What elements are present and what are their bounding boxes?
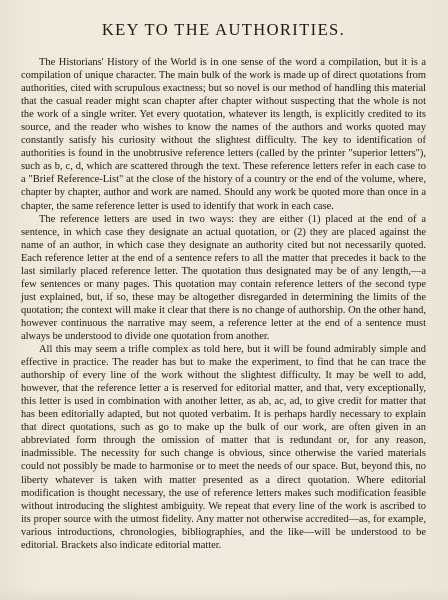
page-title: KEY TO THE AUTHORITIES.	[101, 20, 346, 39]
paragraph-3: All this may seem a trifle complex as told here, but it will be found admirably simple and effective in practice. The reader has but to make the experiment, to find that he can trace the authorship of every line of the work without the slightest difficulty. It may be well to add, however, that the reference letter a is reserved for editorial matter, and that, very exceptionally, this letter is used in combination with another letter, as ab, ac, ad, to give credit for matter that has been editorially adapted, but not quoted verbatim. It is perhaps hardly necessary to explain that direct quotations, such as go to make up the bulk of our work, are often given in an abbreviated form through the omission of matter that is redundant or, for any reason, inadmissible. The necessity for such change is obvious, since otherwise the varied materials could not possibly be made to harmonise or to meet the needs of our space. But, beyond this, no liberty whatever is taken with matter presented as a direct quotation. Where editorial modification is thought necessary, the use of reference letters makes such modification feasible without introducing the slightest ambiguity. We repeat that every line of the work is ascribed to its proper source with the utmost fidelity. Any matter not otherwise accredited—as, for example, various introductions, chronologies, bibliographies, and the like—will be understood to be editorial. Brackets also indicate editorial matter.	[21, 344, 426, 551]
body-text	[21, 56, 426, 552]
page-bottom-shadow	[0, 588, 448, 600]
paragraph-1: The Historians' History of the World is in one sense of the word a compilation, but it is a compilation of unique character. The main bulk of the work is made up of direct quotations from authorities, cited with scrupulous exactness; but so novel is our method of handling this material that the casual reader might scan chapter after chapter without suspecting that the whole is not the work of a single writer. Yet every quotation, whatever its length, is explicitly credited to its source, and the reader who wishes to know the names of the authors and works quoted may constantly satisfy his curiosity without the slightest difficulty. The key to identification of authorities is found in the unobtrusive reference letters (called by the printer "superior letters"), such as b, c, d, which are scattered through the text. These reference letters refer in each case to a "Brief Reference-List" at the close of the history of a country or the end of the volume, where, chapter by chapter, author and work are named. Should any work be quoted more than once in a chapter, the same reference letter is used to identify that work in each case.	[21, 57, 426, 212]
paragraph-2: The reference letters are used in two ways: they are either (1) placed at the end of a sentence, in which case they designate an actual quotation, or (2) they are placed against the name of an author, in which case they designate an authority cited but not necessarily quoted. Each reference letter at the end of a sentence refers to all the matter that precedes it back to the last similarly placed reference letter. The quotation thus designated may be of any length,—a few sentences or many pages. This quotation may contain reference letters of the second type just explained, but, if so, these may be altogether disregarded in determining the limits of the quotation; the context will make it clear that there is no change of authorship. On the other hand, however continuous the narrative may seem, a reference letter at the end of a sentence must always be understood to divide one quotation from another.	[21, 213, 426, 342]
